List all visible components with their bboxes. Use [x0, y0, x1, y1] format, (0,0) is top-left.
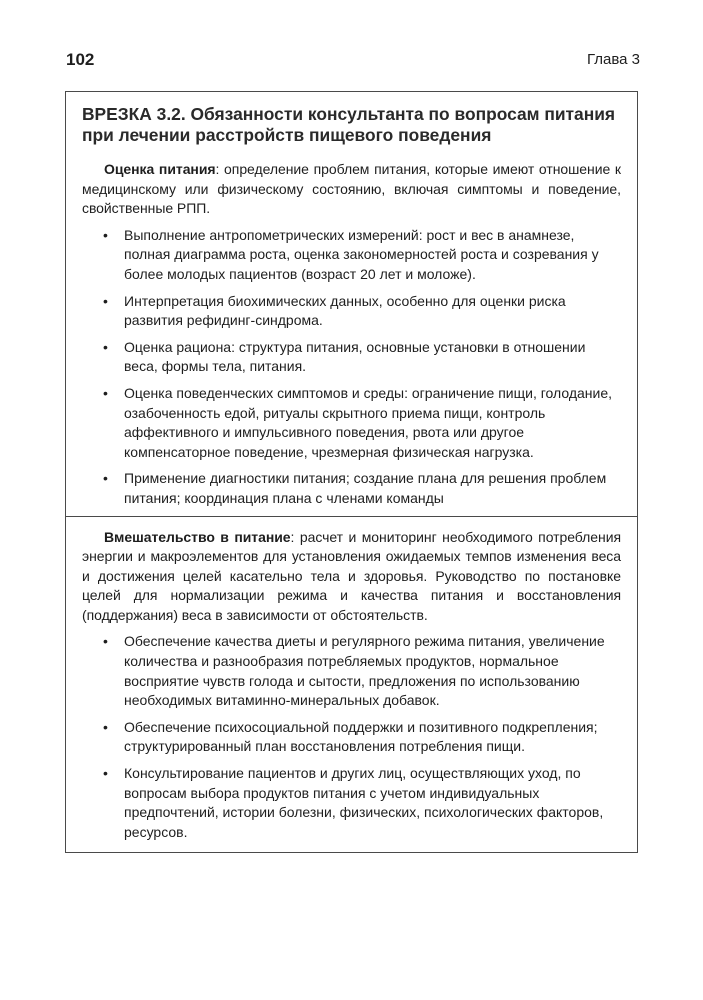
list-item-text: Обеспечение психосоциальной поддержки и позитивного подкрепления; структурированный план восстановления потребления пищи.: [124, 718, 598, 755]
bullet-list: [82, 632, 621, 842]
list-item: [103, 338, 621, 377]
section-lead: Оценка питания: [104, 161, 216, 177]
nutrition-intervention-section: [66, 516, 637, 853]
list-item-text: Консультирование пациентов и других лиц, осуществляющих уход, по вопросам выбора продуктов питания с учетом индивидуальных предпочтений, истории болезни, физических, психологических факторов, ресурсов.: [124, 765, 604, 840]
section-intro: [82, 528, 621, 626]
section-text: : определение проблем питания, которые имеют отношение к медицинскому или физическому состоянию, включая симптомы и поведение, свойственные РПП.: [82, 161, 621, 217]
section-lead: Вмешательство в питание: [104, 528, 291, 545]
bullet-icon: •: [103, 633, 108, 650]
bullet-icon: •: [103, 292, 108, 309]
list-item-text: Выполнение антропометрических измерений: рост и вес в анамнезе, полная диаграмма роста, оценка закономерностей роста и созревания у более молодых пациентов (возраст 20 лет и моложе).: [124, 226, 599, 282]
section-intro: [82, 160, 621, 219]
list-item: [103, 469, 621, 508]
list-item-text: Оценка поведенческих симптомов и среды: ограничение пищи, голодание, озабоченность едой, ритуалы скрытного приема пищи, контроль аффективного и импульсивного поведения, рвота или другое компенсаторное поведение, чрезмерная физическая нагрузка.: [124, 384, 613, 460]
list-item-text: Обеспечение качества диеты и регулярного режима питания, увеличение количества и разнообразия потребляемых продуктов, нормальное восприятие чувств голода и сытости, предложения по использованию необходимых витаминно-минеральных добавок.: [124, 633, 605, 709]
list-item-text: Применение диагностики питания; создание плана для решения проблем питания; координация плана с членами команды: [124, 470, 607, 506]
running-header: [66, 50, 640, 74]
page-number: 102: [66, 50, 95, 69]
box-title: ВРЕЗКА 3.2. Обязанности консультанта по вопросам питания при лечении расстройств пищевого поведения: [82, 104, 616, 145]
nutrition-assessment-section: [66, 92, 637, 516]
list-item: [103, 718, 621, 757]
bullet-icon: •: [103, 338, 108, 355]
list-item: [103, 384, 621, 462]
bullet-icon: •: [103, 765, 108, 782]
bullet-icon: •: [103, 718, 108, 735]
bullet-icon: •: [103, 226, 108, 243]
chapter-label: Глава 3: [586, 51, 640, 68]
sidebar-box: [65, 91, 638, 853]
list-item: [103, 764, 621, 842]
bullet-icon: •: [103, 384, 108, 401]
section-text: : расчет и мониторинг необходимого потребления энергии и макроэлементов для установления ожидаемых темпов изменения веса и достижения целей касательно тела и здоровья. Руководство по постановке целей для нормализации режима и качества питания и восстановления (поддержания) веса в зависимости от обстоятельств.: [82, 528, 621, 623]
list-item-text: Интерпретация биохимических данных, особенно для оценки риска развития рефидинг-синдрома.: [124, 292, 566, 329]
list-item: [103, 632, 621, 710]
bullet-icon: •: [103, 470, 108, 487]
bullet-list: [82, 226, 621, 509]
list-item: [103, 292, 621, 331]
list-item-text: Оценка рациона: структура питания, основные установки в отношении веса, формы тела, питания.: [124, 338, 586, 375]
list-item: [103, 226, 621, 285]
